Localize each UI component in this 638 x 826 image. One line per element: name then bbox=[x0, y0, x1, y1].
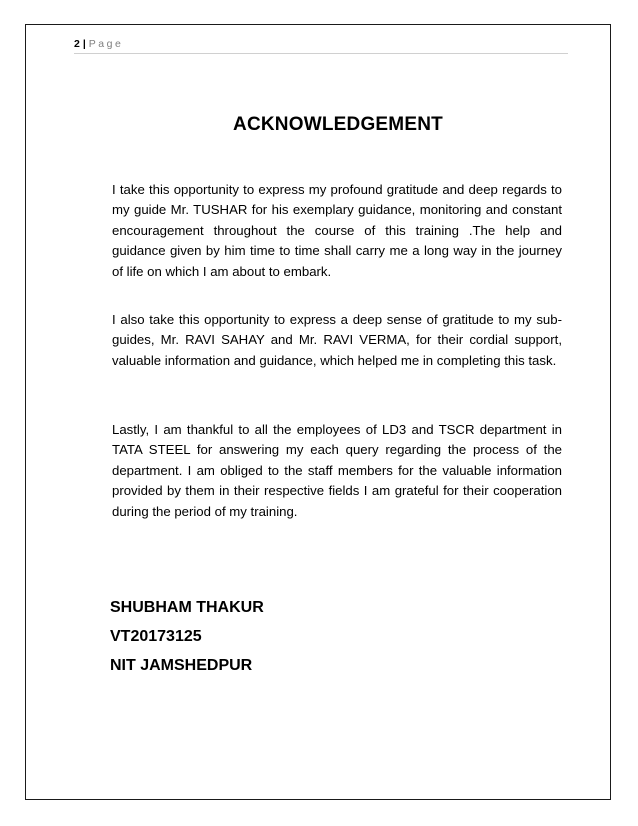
page-label: Page bbox=[88, 38, 124, 50]
page-border bbox=[25, 24, 611, 800]
page-header bbox=[74, 37, 568, 54]
signature-id: VT20173125 bbox=[110, 628, 202, 645]
paragraph-gratitude-subguides: I also take this opportunity to express a deep sense of gratitude to my sub-guides, Mr. RAVI SAHAY and Mr. RAVI VERMA, for their cordial support, valuable information and guidance, which helped me in completing this task. bbox=[112, 312, 562, 368]
page-number: 2 bbox=[74, 38, 80, 50]
page-separator: | bbox=[82, 38, 86, 50]
signature-name: SHUBHAM THAKUR bbox=[110, 599, 264, 616]
document-title: ACKNOWLEDGEMENT bbox=[233, 114, 443, 135]
paragraph-gratitude-employees: Lastly, I am thankful to all the employees of LD3 and TSCR department in TATA STEEL for answering my each query regarding the process of the department. I am obliged to the staff members for the valuable information provided by them in their respective fields I am grateful for their cooperation during the period of my training. bbox=[112, 422, 562, 519]
signature-institute: NIT JAMSHEDPUR bbox=[110, 657, 253, 674]
paragraph-gratitude-guide: I take this opportunity to express my profound gratitude and deep regards to my guide Mr. TUSHAR for his exemplary guidance, monitoring and constant encouragement throughout the course of this training .The help and guidance given by him time to time shall carry me a long way in the journey of life on which I am about to embark. bbox=[112, 182, 562, 279]
